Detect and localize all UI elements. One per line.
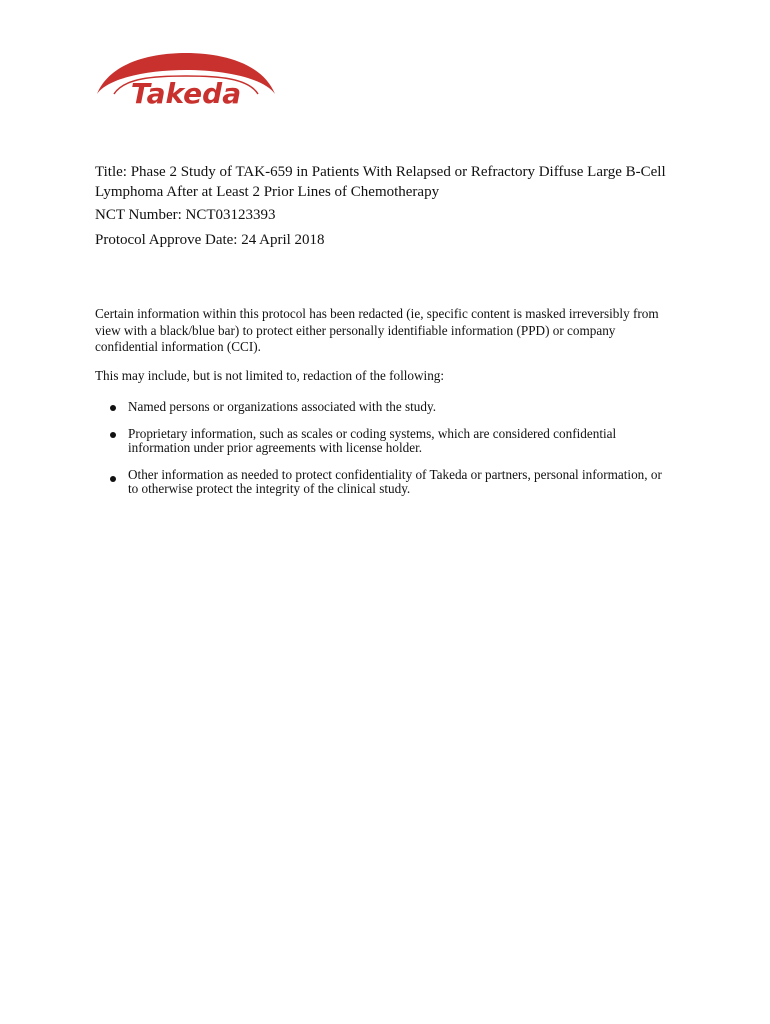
list-item-line-1: Proprietary information, such as scales or coding systems, which are considered confidential: [128, 426, 617, 441]
list-item-line-1: Other information as needed to protect confidentiality of Takeda or partners, personal information, or: [128, 467, 662, 482]
protocol-title-line-2: Lymphoma After at Least 2 Prior Lines of Chemotherapy: [95, 184, 440, 200]
list-item: [106, 427, 706, 455]
takeda-logo-graphic: [94, 48, 278, 114]
redaction-intro: This may include, but is not limited to, redaction of the following:: [95, 368, 445, 383]
redaction-list: [106, 400, 706, 509]
redaction-notice-line-3: confidential information (CCI).: [95, 339, 261, 354]
bullet-icon: [110, 476, 116, 482]
nct-number: NCT Number: NCT03123393: [95, 207, 276, 223]
logo-wordmark: Takeda: [130, 77, 242, 110]
redaction-notice-line-2: view with a black/blue bar) to protect either personally identifiable information (PPD) or company: [95, 322, 616, 338]
list-item-line-1: Named persons or organizations associated with the study.: [128, 399, 437, 414]
redaction-notice-line-1: Certain information within this protocol has been redacted (ie, specific content is masked irreversibly from: [95, 306, 659, 321]
list-item-line-2: information under prior agreements with license holder.: [128, 440, 423, 455]
bullet-icon: [110, 405, 116, 411]
bullet-icon: [110, 432, 116, 438]
takeda-logo: [94, 48, 278, 114]
protocol-approve-date: Protocol Approve Date: 24 April 2018: [95, 232, 325, 248]
list-item-line-2: to otherwise protect the integrity of the clinical study.: [128, 481, 411, 496]
list-item: [106, 468, 706, 496]
redaction-notice: [95, 306, 695, 356]
protocol-title: [95, 162, 695, 202]
protocol-title-line-1: Title: Phase 2 Study of TAK-659 in Patients With Relapsed or Refractory Diffuse Large B-Cell: [95, 164, 666, 180]
list-item: [106, 400, 706, 414]
